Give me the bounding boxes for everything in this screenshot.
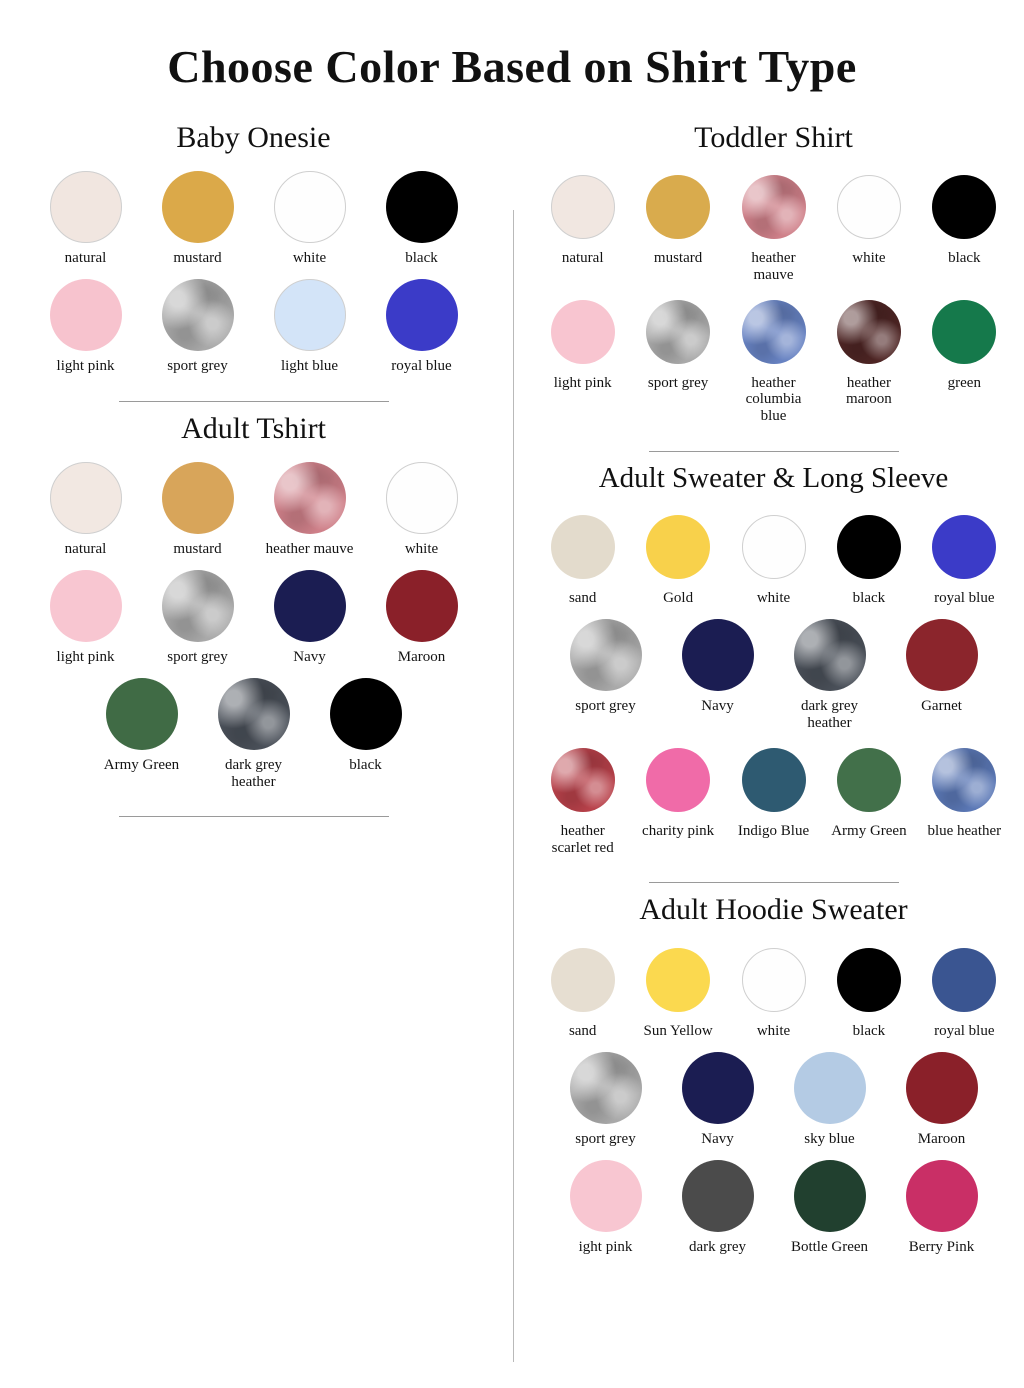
swatch-color-dot[interactable] — [932, 948, 996, 1012]
swatch-label: sport grey — [167, 357, 228, 374]
swatch-color-dot[interactable] — [386, 171, 458, 243]
swatch-color-dot[interactable] — [218, 678, 290, 750]
swatch-color-dot[interactable] — [274, 171, 346, 243]
swatch-dot-wrap — [386, 460, 458, 536]
swatch-label: sport grey — [647, 374, 709, 391]
color-swatch[interactable] — [544, 169, 621, 267]
swatch-color-dot[interactable] — [162, 279, 234, 351]
swatch-dot-wrap — [162, 277, 234, 353]
swatch-dot-wrap — [906, 1158, 978, 1234]
swatch-dot-wrap — [50, 460, 122, 536]
swatch-color-dot[interactable] — [794, 1160, 866, 1232]
swatch-row — [535, 294, 1012, 435]
swatch-label: Sun Yellow — [643, 1022, 713, 1039]
swatch-color-dot[interactable] — [551, 175, 615, 239]
swatch-label: Army Green — [103, 756, 180, 773]
column-divider — [513, 210, 514, 1362]
color-swatch[interactable] — [559, 617, 653, 715]
right-column — [513, 111, 1024, 1270]
color-swatch[interactable] — [544, 942, 621, 1040]
swatch-color-dot[interactable] — [906, 619, 978, 691]
swatch-color-dot[interactable] — [906, 1052, 978, 1124]
swatch-dot-wrap — [570, 1050, 642, 1126]
color-swatch[interactable] — [263, 169, 357, 267]
swatch-dot-wrap — [162, 460, 234, 536]
swatch-label: sport grey — [575, 698, 636, 715]
swatch-color-dot[interactable] — [794, 619, 866, 691]
section-adult-hoodie — [535, 893, 1012, 1265]
swatch-color-dot[interactable] — [682, 1052, 754, 1124]
swatch-dot-wrap — [330, 676, 402, 752]
swatch-label: mustard — [173, 250, 222, 267]
section-title-baby-onesie: Baby Onesie — [176, 120, 331, 154]
swatch-label: ight pink — [578, 1238, 633, 1255]
color-swatch[interactable] — [151, 568, 245, 666]
swatch-dot-wrap — [646, 294, 710, 370]
swatch-label: natural — [64, 250, 107, 267]
swatch-row — [535, 617, 1012, 742]
swatch-dot-wrap — [50, 169, 122, 245]
swatch-label: blue heather — [927, 822, 1002, 839]
swatch-dot-wrap — [742, 509, 806, 585]
color-swatch[interactable] — [639, 169, 716, 267]
swatch-group-adult-sweater — [535, 509, 1012, 866]
swatch-dot-wrap — [682, 1158, 754, 1234]
swatch-row — [535, 742, 1012, 867]
color-swatch[interactable] — [39, 460, 133, 558]
color-swatch[interactable] — [830, 294, 907, 409]
color-swatch[interactable] — [639, 742, 716, 840]
swatch-label: natural — [561, 250, 604, 267]
swatch-color-dot[interactable] — [742, 175, 806, 239]
swatch-color-dot[interactable] — [274, 462, 346, 534]
swatch-dot-wrap — [794, 1158, 866, 1234]
swatch-color-dot[interactable] — [551, 515, 615, 579]
section-separator — [649, 451, 899, 452]
swatch-row — [535, 169, 1012, 294]
swatch-color-dot[interactable] — [837, 175, 901, 239]
swatch-label: black — [852, 1022, 886, 1039]
swatch-label: Gold — [663, 590, 694, 607]
swatch-dot-wrap — [742, 169, 806, 245]
swatch-color-dot[interactable] — [794, 1052, 866, 1124]
color-swatch[interactable] — [926, 169, 1003, 267]
swatch-color-dot[interactable] — [837, 948, 901, 1012]
swatch-label: Navy — [293, 648, 326, 665]
color-swatch[interactable] — [559, 1158, 653, 1256]
swatch-color-dot[interactable] — [162, 462, 234, 534]
swatch-color-dot[interactable] — [570, 1160, 642, 1232]
swatch-dot-wrap — [837, 742, 901, 818]
swatch-color-dot[interactable] — [162, 171, 234, 243]
color-swatch[interactable] — [783, 617, 877, 732]
swatch-label: light pink — [56, 357, 115, 374]
swatch-label: light pink — [56, 648, 115, 665]
swatch-label: heather mauve — [751, 250, 796, 283]
swatch-color-dot[interactable] — [646, 515, 710, 579]
swatch-dot-wrap — [386, 277, 458, 353]
swatch-label: Navy — [701, 1130, 734, 1147]
swatch-dot-wrap — [551, 509, 615, 585]
swatch-label: black — [405, 250, 438, 267]
swatch-label: Maroon — [917, 1130, 966, 1147]
swatch-dot-wrap — [932, 942, 996, 1018]
swatch-label: dark grey heather — [800, 698, 859, 732]
swatch-color-dot[interactable] — [646, 175, 710, 239]
swatch-label: black — [349, 756, 382, 773]
color-swatch[interactable] — [735, 742, 812, 840]
swatch-dot-wrap — [906, 1050, 978, 1126]
swatch-color-dot[interactable] — [742, 515, 806, 579]
swatch-dot-wrap — [646, 169, 710, 245]
color-swatch[interactable] — [830, 742, 907, 840]
swatch-label: heather columbia blue — [745, 374, 802, 425]
color-chart — [0, 93, 1024, 1270]
color-swatch[interactable] — [319, 676, 413, 774]
swatch-dot-wrap — [932, 294, 996, 370]
left-column — [0, 111, 513, 1270]
swatch-label: sand — [568, 1022, 597, 1039]
color-swatch[interactable] — [735, 509, 812, 607]
swatch-dot-wrap — [274, 460, 346, 536]
swatch-color-dot[interactable] — [932, 300, 996, 364]
swatch-dot-wrap — [551, 294, 615, 370]
swatch-group-toddler-shirt — [535, 169, 1012, 435]
swatch-color-dot[interactable] — [646, 300, 710, 364]
swatch-label: royal blue — [934, 1022, 995, 1039]
section-title-toddler-shirt: Toddler Shirt — [694, 120, 853, 154]
color-swatch[interactable] — [783, 1050, 877, 1148]
color-swatch[interactable] — [639, 942, 716, 1040]
swatch-label: royal blue — [934, 590, 995, 607]
swatch-row — [12, 460, 495, 568]
swatch-label: mustard — [173, 541, 222, 558]
swatch-label: heather maroon — [845, 374, 892, 408]
swatch-color-dot[interactable] — [932, 748, 996, 812]
swatch-dot-wrap — [682, 617, 754, 693]
swatch-color-dot[interactable] — [682, 1160, 754, 1232]
color-swatch[interactable] — [639, 294, 716, 392]
color-swatch[interactable] — [671, 1050, 765, 1148]
swatch-label: royal blue — [391, 357, 452, 374]
swatch-color-dot[interactable] — [570, 1052, 642, 1124]
color-swatch[interactable] — [830, 942, 907, 1040]
swatch-row — [535, 1050, 1012, 1158]
swatch-color-dot[interactable] — [646, 948, 710, 1012]
swatch-color-dot[interactable] — [742, 948, 806, 1012]
swatch-label: heather scarlet red — [551, 822, 614, 856]
swatch-dot-wrap — [646, 742, 710, 818]
swatch-label: white — [404, 541, 439, 558]
swatch-color-dot[interactable] — [106, 678, 178, 750]
section-toddler-shirt — [535, 121, 1012, 435]
swatch-label: Indigo Blue — [737, 822, 810, 839]
swatch-dot-wrap — [162, 568, 234, 644]
swatch-color-dot[interactable] — [837, 300, 901, 364]
swatch-label: light pink — [553, 374, 612, 391]
swatch-color-dot[interactable] — [551, 748, 615, 812]
swatch-label: dark grey heather — [224, 756, 283, 790]
swatch-color-dot[interactable] — [742, 300, 806, 364]
swatch-row — [12, 568, 495, 676]
swatch-color-dot[interactable] — [551, 300, 615, 364]
color-swatch[interactable] — [39, 277, 133, 375]
section-separator — [649, 882, 899, 883]
swatch-dot-wrap — [386, 568, 458, 644]
swatch-dot-wrap — [742, 294, 806, 370]
color-swatch[interactable] — [544, 294, 621, 392]
swatch-dot-wrap — [932, 509, 996, 585]
swatch-color-dot[interactable] — [837, 748, 901, 812]
swatch-dot-wrap — [274, 277, 346, 353]
color-swatch[interactable] — [735, 294, 812, 425]
swatch-dot-wrap — [274, 568, 346, 644]
swatch-label: dark grey — [688, 1238, 747, 1255]
swatch-color-dot[interactable] — [274, 279, 346, 351]
swatch-row — [12, 277, 495, 385]
color-swatch[interactable] — [263, 568, 357, 666]
color-swatch[interactable] — [559, 1050, 653, 1148]
swatch-label: sky blue — [804, 1130, 855, 1147]
swatch-dot-wrap — [837, 169, 901, 245]
swatch-color-dot[interactable] — [50, 462, 122, 534]
swatch-dot-wrap — [274, 169, 346, 245]
swatch-dot-wrap — [646, 942, 710, 1018]
color-swatch[interactable] — [926, 942, 1003, 1040]
swatch-color-dot[interactable] — [570, 619, 642, 691]
color-swatch[interactable] — [95, 676, 189, 774]
section-adult-sweater — [535, 462, 1012, 866]
swatch-label: white — [756, 1022, 791, 1039]
section-title-adult-tshirt: Adult Tshirt — [181, 411, 326, 445]
swatch-label: Bottle Green — [790, 1238, 869, 1255]
swatch-dot-wrap — [682, 1050, 754, 1126]
swatch-dot-wrap — [162, 169, 234, 245]
swatch-label: natural — [64, 541, 107, 558]
color-swatch[interactable] — [783, 1158, 877, 1256]
swatch-label: black — [948, 250, 981, 267]
color-swatch[interactable] — [544, 509, 621, 607]
swatch-label: heather mauve — [265, 541, 354, 558]
swatch-label: charity pink — [642, 822, 715, 839]
swatch-color-dot[interactable] — [932, 175, 996, 239]
swatch-dot-wrap — [106, 676, 178, 752]
color-swatch[interactable] — [895, 1158, 989, 1256]
swatch-color-dot[interactable] — [932, 515, 996, 579]
color-swatch[interactable] — [375, 277, 469, 375]
color-swatch[interactable] — [207, 676, 301, 791]
color-swatch[interactable] — [263, 277, 357, 375]
section-baby-onesie — [12, 121, 495, 385]
swatch-color-dot[interactable] — [50, 279, 122, 351]
swatch-dot-wrap — [742, 942, 806, 1018]
swatch-label: sport grey — [575, 1130, 636, 1147]
swatch-color-dot[interactable] — [742, 748, 806, 812]
swatch-label: Navy — [701, 698, 734, 715]
swatch-label: sport grey — [167, 648, 228, 665]
swatch-row — [12, 676, 495, 801]
swatch-dot-wrap — [794, 1050, 866, 1126]
swatch-dot-wrap — [906, 617, 978, 693]
swatch-dot-wrap — [932, 742, 996, 818]
swatch-label: Army Green — [831, 822, 907, 839]
color-swatch[interactable] — [671, 617, 765, 715]
swatch-label: light blue — [280, 357, 339, 374]
color-swatch[interactable] — [544, 742, 621, 857]
color-swatch[interactable] — [735, 942, 812, 1040]
section-separator — [119, 401, 389, 402]
color-swatch[interactable] — [375, 169, 469, 267]
swatch-label: sand — [568, 590, 597, 607]
swatch-dot-wrap — [50, 277, 122, 353]
swatch-dot-wrap — [386, 169, 458, 245]
swatch-dot-wrap — [551, 742, 615, 818]
color-swatch[interactable] — [830, 169, 907, 267]
color-swatch[interactable] — [926, 742, 1003, 840]
swatch-dot-wrap — [837, 294, 901, 370]
swatch-row — [535, 1158, 1012, 1266]
swatch-dot-wrap — [932, 169, 996, 245]
swatch-label: white — [852, 250, 886, 267]
swatch-dot-wrap — [837, 942, 901, 1018]
swatch-dot-wrap — [218, 676, 290, 752]
swatch-label: Garnet — [921, 698, 962, 715]
color-swatch[interactable] — [639, 509, 716, 607]
section-title-adult-sweater: Adult Sweater & Long Sleeve — [598, 462, 949, 495]
color-swatch[interactable] — [151, 169, 245, 267]
swatch-dot-wrap — [646, 509, 710, 585]
color-swatch[interactable] — [895, 617, 989, 715]
color-swatch[interactable] — [39, 568, 133, 666]
color-swatch[interactable] — [375, 460, 469, 558]
color-swatch[interactable] — [926, 509, 1003, 607]
color-swatch[interactable] — [735, 169, 812, 284]
swatch-label: black — [852, 590, 886, 607]
swatch-row — [535, 942, 1012, 1050]
swatch-group-baby-onesie — [12, 169, 495, 385]
section-adult-tshirt — [12, 412, 495, 801]
swatch-color-dot[interactable] — [837, 515, 901, 579]
section-title-adult-hoodie: Adult Hoodie Sweater — [639, 893, 908, 927]
page-title: Choose Color Based on Shirt Type — [167, 41, 857, 92]
color-swatch[interactable] — [375, 568, 469, 666]
swatch-dot-wrap — [50, 568, 122, 644]
swatch-color-dot[interactable] — [386, 279, 458, 351]
swatch-label: Maroon — [397, 648, 446, 665]
color-swatch[interactable] — [926, 294, 1003, 392]
swatch-dot-wrap — [551, 169, 615, 245]
swatch-dot-wrap — [837, 509, 901, 585]
swatch-group-adult-hoodie — [535, 942, 1012, 1265]
swatch-color-dot[interactable] — [50, 171, 122, 243]
swatch-color-dot[interactable] — [162, 570, 234, 642]
swatch-color-dot[interactable] — [906, 1160, 978, 1232]
swatch-label: green — [947, 374, 981, 391]
swatch-dot-wrap — [742, 742, 806, 818]
swatch-color-dot[interactable] — [551, 948, 615, 1012]
swatch-color-dot[interactable] — [646, 748, 710, 812]
color-swatch[interactable] — [263, 460, 357, 558]
color-swatch[interactable] — [895, 1050, 989, 1148]
color-swatch[interactable] — [39, 169, 133, 267]
swatch-color-dot[interactable] — [386, 462, 458, 534]
swatch-dot-wrap — [794, 617, 866, 693]
swatch-color-dot[interactable] — [274, 570, 346, 642]
swatch-color-dot[interactable] — [50, 570, 122, 642]
swatch-dot-wrap — [570, 617, 642, 693]
swatch-label: white — [292, 250, 327, 267]
section-separator — [119, 816, 389, 817]
swatch-dot-wrap — [551, 942, 615, 1018]
swatch-row — [535, 509, 1012, 617]
color-swatch[interactable] — [151, 277, 245, 375]
swatch-dot-wrap — [570, 1158, 642, 1234]
swatch-color-dot[interactable] — [330, 678, 402, 750]
swatch-row — [12, 169, 495, 277]
color-swatch[interactable] — [830, 509, 907, 607]
swatch-label: Berry Pink — [908, 1238, 975, 1255]
swatch-color-dot[interactable] — [682, 619, 754, 691]
swatch-label: white — [756, 590, 791, 607]
swatch-color-dot[interactable] — [386, 570, 458, 642]
color-swatch[interactable] — [671, 1158, 765, 1256]
color-swatch[interactable] — [151, 460, 245, 558]
swatch-label: mustard — [653, 250, 703, 267]
swatch-group-adult-tshirt — [12, 460, 495, 800]
